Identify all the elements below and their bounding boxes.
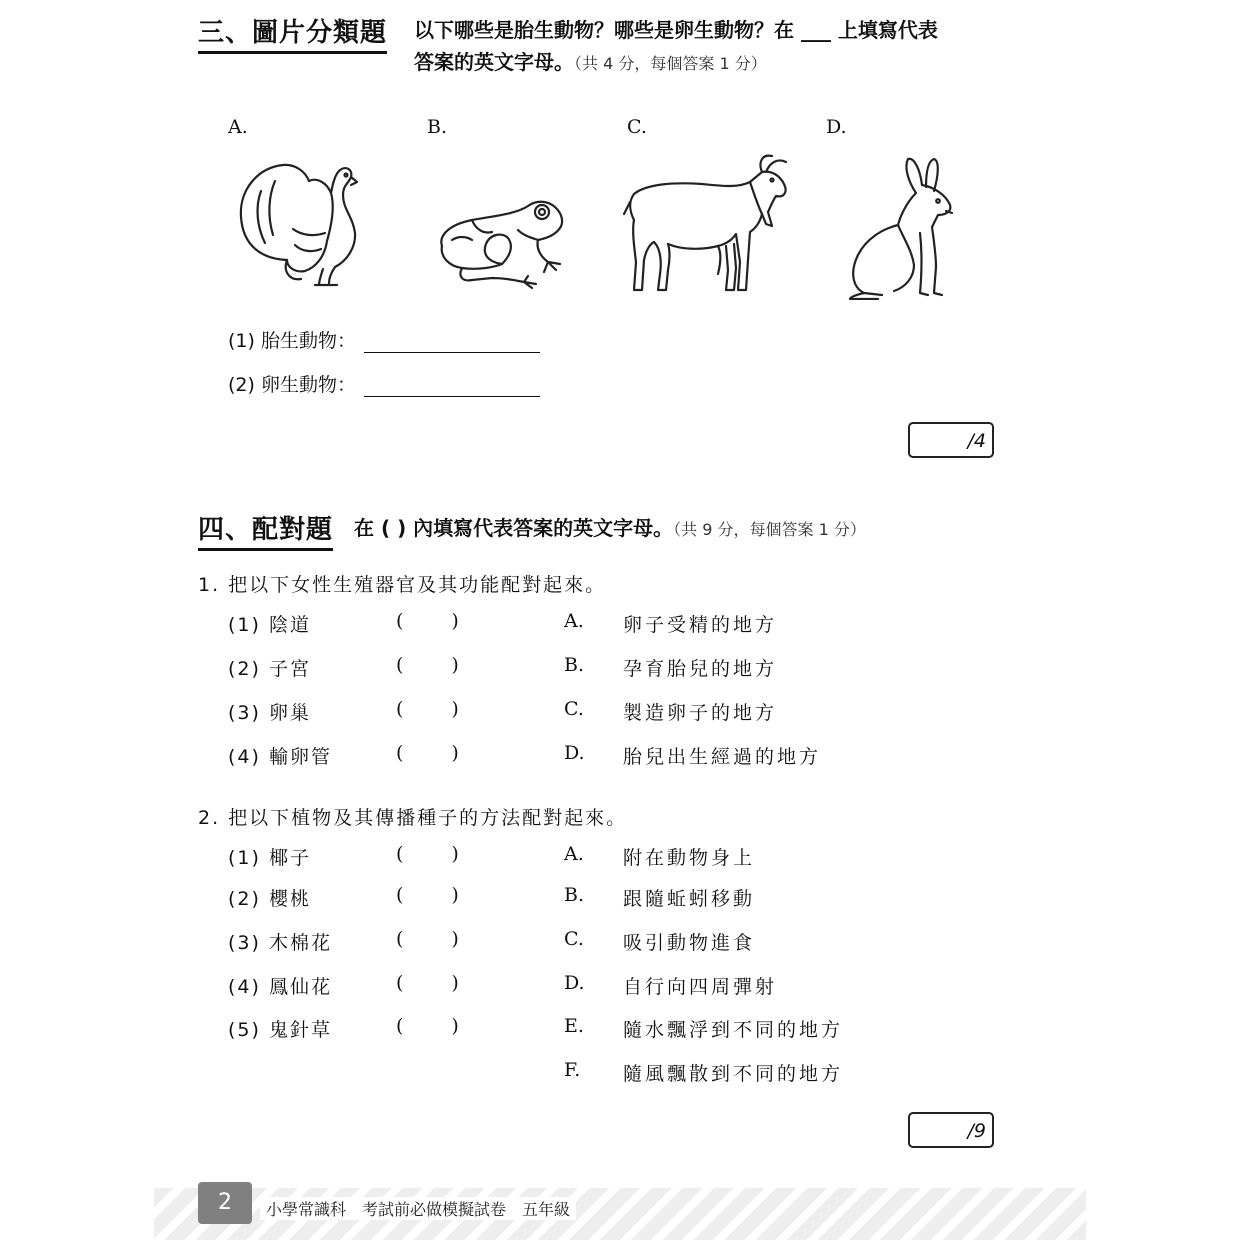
- match-row: [198, 972, 1098, 1002]
- q2-option-text: 自行向四周彈射: [623, 976, 778, 998]
- q2-option-letter: C.: [564, 928, 584, 950]
- answer-paren[interactable]: ( ): [396, 972, 459, 994]
- q2-item-bidens: (5) 鬼針草: [228, 1019, 332, 1041]
- q2-option-text: 附在動物身上: [623, 847, 756, 869]
- answer-row-viviparous: [228, 326, 540, 353]
- q1-option-text: 卵子受精的地方: [623, 614, 778, 636]
- rabbit-icon: [842, 155, 962, 300]
- q2-item-kapok: (3) 木棉花: [228, 932, 332, 954]
- q2-option-text: 吸引動物進食: [623, 932, 756, 954]
- q2-option-text: 隨水飄浮到不同的地方: [623, 1019, 844, 1041]
- q2-option-text: 隨風飄散到不同的地方: [623, 1063, 844, 1085]
- section4-score-box: /9: [908, 1112, 994, 1148]
- q2-matching-block: [198, 843, 1098, 1093]
- q1-matching-block: [198, 610, 1098, 790]
- answer-paren[interactable]: ( ): [396, 610, 459, 632]
- answer-paren[interactable]: ( ): [396, 742, 459, 764]
- q1-item-uterus: (2) 子宮: [228, 658, 311, 680]
- section4-score-note: （共 9 分，每個答案 1 分）: [673, 520, 866, 539]
- match-row: [198, 1059, 1098, 1089]
- q1-option-letter: D.: [564, 742, 585, 764]
- animal-letter-a: A.: [228, 116, 248, 138]
- animal-letter-c: C.: [627, 116, 647, 138]
- q1-option-letter: B.: [564, 654, 585, 676]
- q1-item-vagina: (1) 陰道: [228, 614, 311, 636]
- turkey-icon: [235, 155, 370, 290]
- q1-item-fallopian-tube: (4) 輸卵管: [228, 746, 332, 768]
- page-number: 2: [198, 1182, 252, 1224]
- q1-option-letter: C.: [564, 698, 584, 720]
- q1-option-letter: A.: [564, 610, 584, 632]
- q1-option-text: 孕育胎兒的地方: [623, 658, 778, 680]
- section3-score-note: （共 4 分，每個答案 1 分）: [574, 54, 767, 73]
- q2-stem: 2. 把以下植物及其傳播種子的方法配對起來。: [198, 807, 628, 829]
- q2-item-balsam: (4) 鳳仙花: [228, 976, 332, 998]
- q2-item-coconut: (1) 椰子: [228, 847, 311, 869]
- goat-icon: [622, 150, 797, 300]
- answer-paren[interactable]: ( ): [396, 884, 459, 906]
- answer-label-viviparous: (1) 胎生動物：: [228, 330, 356, 352]
- answer-paren[interactable]: ( ): [396, 928, 459, 950]
- answer-blank-oviparous[interactable]: [364, 374, 540, 397]
- section3-instruction-line2: [414, 46, 767, 75]
- match-row: [198, 884, 1098, 914]
- match-row: [198, 610, 1098, 640]
- answer-paren[interactable]: ( ): [396, 843, 459, 865]
- section4-title: 四、配對題: [198, 509, 333, 551]
- q2-item-cherry: (2) 櫻桃: [228, 888, 311, 910]
- q1-option-text: 胎兒出生經過的地方: [623, 746, 822, 768]
- footer-text: 小學常識科 考試前必做模擬試卷 五年級: [260, 1197, 576, 1220]
- q2-option-letter: B.: [564, 884, 585, 906]
- animal-letter-b: B.: [427, 116, 448, 138]
- answer-row-oviparous: [228, 370, 540, 397]
- frog-icon: [432, 190, 572, 290]
- section4-instruction-text: 在 ( ) 內填寫代表答案的英文字母。: [354, 516, 674, 540]
- q2-option-letter: A.: [564, 843, 584, 865]
- answer-label-oviparous: (2) 卵生動物：: [228, 374, 356, 396]
- match-row: [198, 698, 1098, 728]
- match-row: [198, 654, 1098, 684]
- match-row: [198, 928, 1098, 958]
- section3-instruction-text: 答案的英文字母。: [414, 50, 574, 74]
- section3-score-box: /4: [908, 422, 994, 458]
- answer-paren[interactable]: ( ): [396, 1015, 459, 1037]
- q2-option-letter: E.: [564, 1015, 584, 1037]
- q2-option-letter: D.: [564, 972, 585, 994]
- answer-paren[interactable]: ( ): [396, 654, 459, 676]
- q2-option-text: 跟隨蚯蚓移動: [623, 888, 756, 910]
- answer-blank-viviparous[interactable]: [364, 330, 540, 353]
- q2-option-letter: F.: [564, 1059, 581, 1081]
- section4-instruction: [354, 512, 866, 541]
- match-row: [198, 843, 1098, 873]
- match-row: [198, 1015, 1098, 1045]
- animal-letter-d: D.: [826, 116, 847, 138]
- q1-stem: 1. 把以下女性生殖器官及其功能配對起來。: [198, 574, 607, 596]
- q1-option-text: 製造卵子的地方: [623, 702, 778, 724]
- section3-instruction-line1: 以下哪些是胎生動物？哪些是卵生動物？在 ___ 上填寫代表: [414, 18, 938, 42]
- match-row: [198, 742, 1098, 772]
- answer-paren[interactable]: ( ): [396, 698, 459, 720]
- q1-item-ovary: (3) 卵巢: [228, 702, 311, 724]
- section3-title: 三、圖片分類題: [198, 12, 387, 54]
